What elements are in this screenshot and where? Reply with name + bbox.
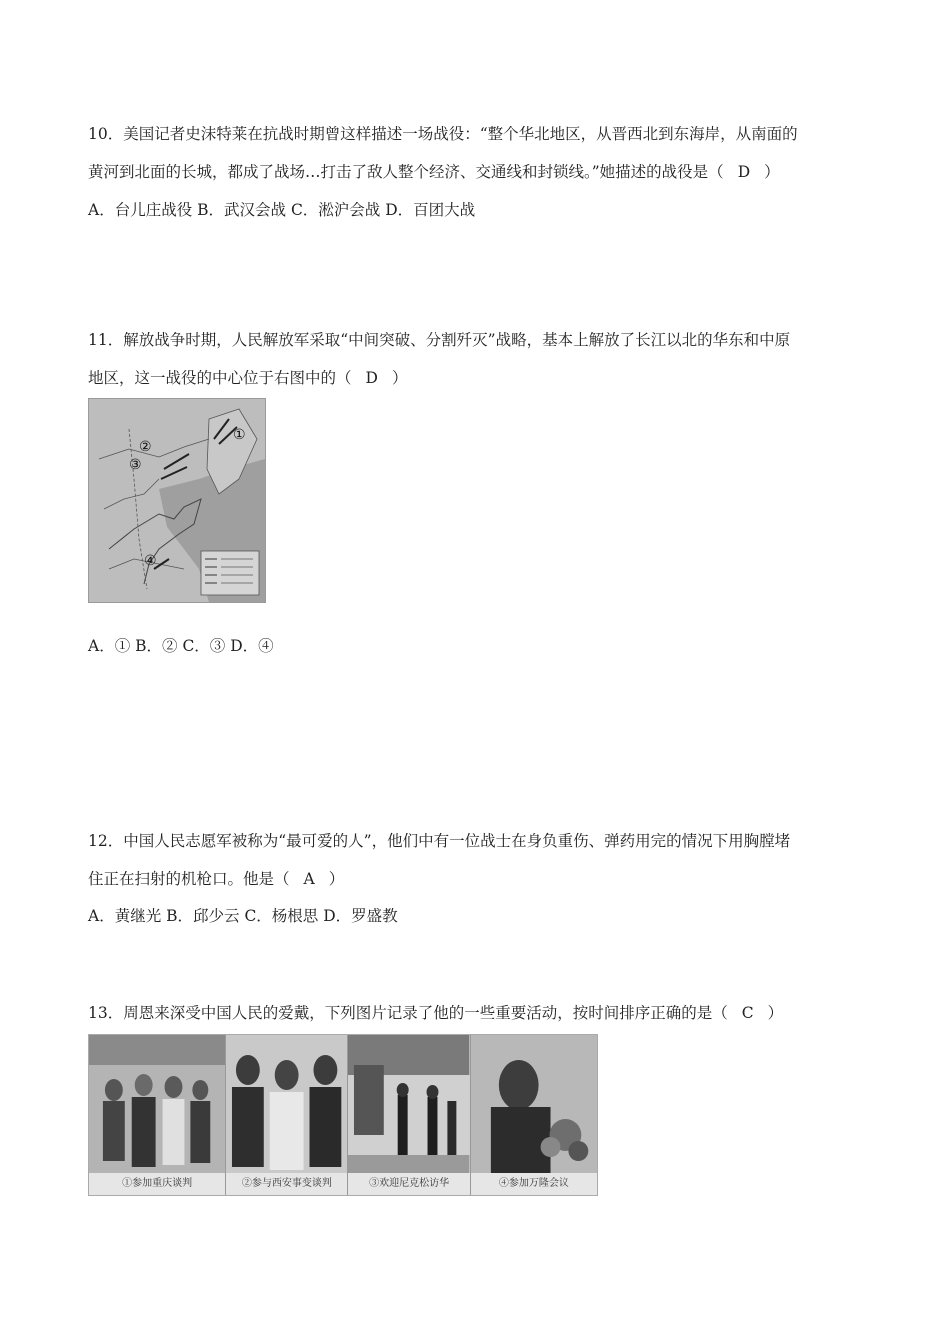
question-11-options: A．① B．② C．③ D．④	[88, 637, 274, 655]
question-12	[88, 822, 862, 898]
question-11-line1: 11．解放战争时期，人民解放军采取“中间突破、分割歼灭”战略，基本上解放了长江以北的华东和中原	[88, 331, 791, 349]
map-marker-2: ②	[139, 439, 152, 455]
question-13-answer: C	[741, 1004, 754, 1022]
question-10-line2: 黄河到北面的长城，都成了战场…打击了敌人整个经济、交通线和封锁线。”她描述的战役是（ D ）	[88, 163, 780, 181]
campaign-map	[88, 398, 266, 603]
map-marker-1: ①	[233, 427, 246, 443]
question-12-line2: 住正在扫射的机枪口。他是（ A ）	[88, 870, 345, 888]
question-11-answer: D	[365, 369, 378, 387]
caption-2: ②参与西安事变谈判	[226, 1173, 347, 1195]
question-12-options: A．黄继光 B．邱少云 C．杨根思 D．罗盛教	[88, 907, 398, 925]
question-10-options: A．台儿庄战役 B．武汉会战 C．淞沪会战 D．百团大战	[88, 201, 476, 219]
question-13	[88, 994, 862, 1032]
map-marker-4: ④	[144, 553, 157, 569]
map-marker-3: ③	[129, 457, 142, 473]
question-11-line2: 地区，这一战役的中心位于右图中的（ D ）	[88, 369, 408, 387]
question-10-answer: D	[737, 163, 751, 181]
photo-bandung-conference	[471, 1035, 597, 1195]
question-12-line1: 12．中国人民志愿军被称为“最可爱的人”，他们中有一位战士在身负重伤、弹药用完的情况下用胸膛堵	[88, 832, 791, 850]
caption-4: ④参加万隆会议	[471, 1173, 597, 1195]
photo-xian-incident	[226, 1035, 348, 1195]
caption-3: ③欢迎尼克松访华	[348, 1173, 469, 1195]
photo-strip	[88, 1034, 598, 1196]
question-10-line1: 10．美国记者史沫特莱在抗战时期曾这样描述一场战役：“整个华北地区，从晋西北到东海岸，从南面的	[88, 125, 798, 143]
caption-1: ①参加重庆谈判	[89, 1173, 225, 1195]
question-13-line1: 13．周恩来深受中国人民的爱戴，下列图片记录了他的一些重要活动，按时间排序正确的是（ C ）	[88, 1004, 784, 1022]
photo-chongqing-negotiation	[89, 1035, 226, 1195]
question-10	[88, 115, 862, 191]
photo-nixon-visit	[348, 1035, 470, 1195]
question-12-answer: A	[303, 870, 315, 888]
question-11	[88, 321, 862, 397]
